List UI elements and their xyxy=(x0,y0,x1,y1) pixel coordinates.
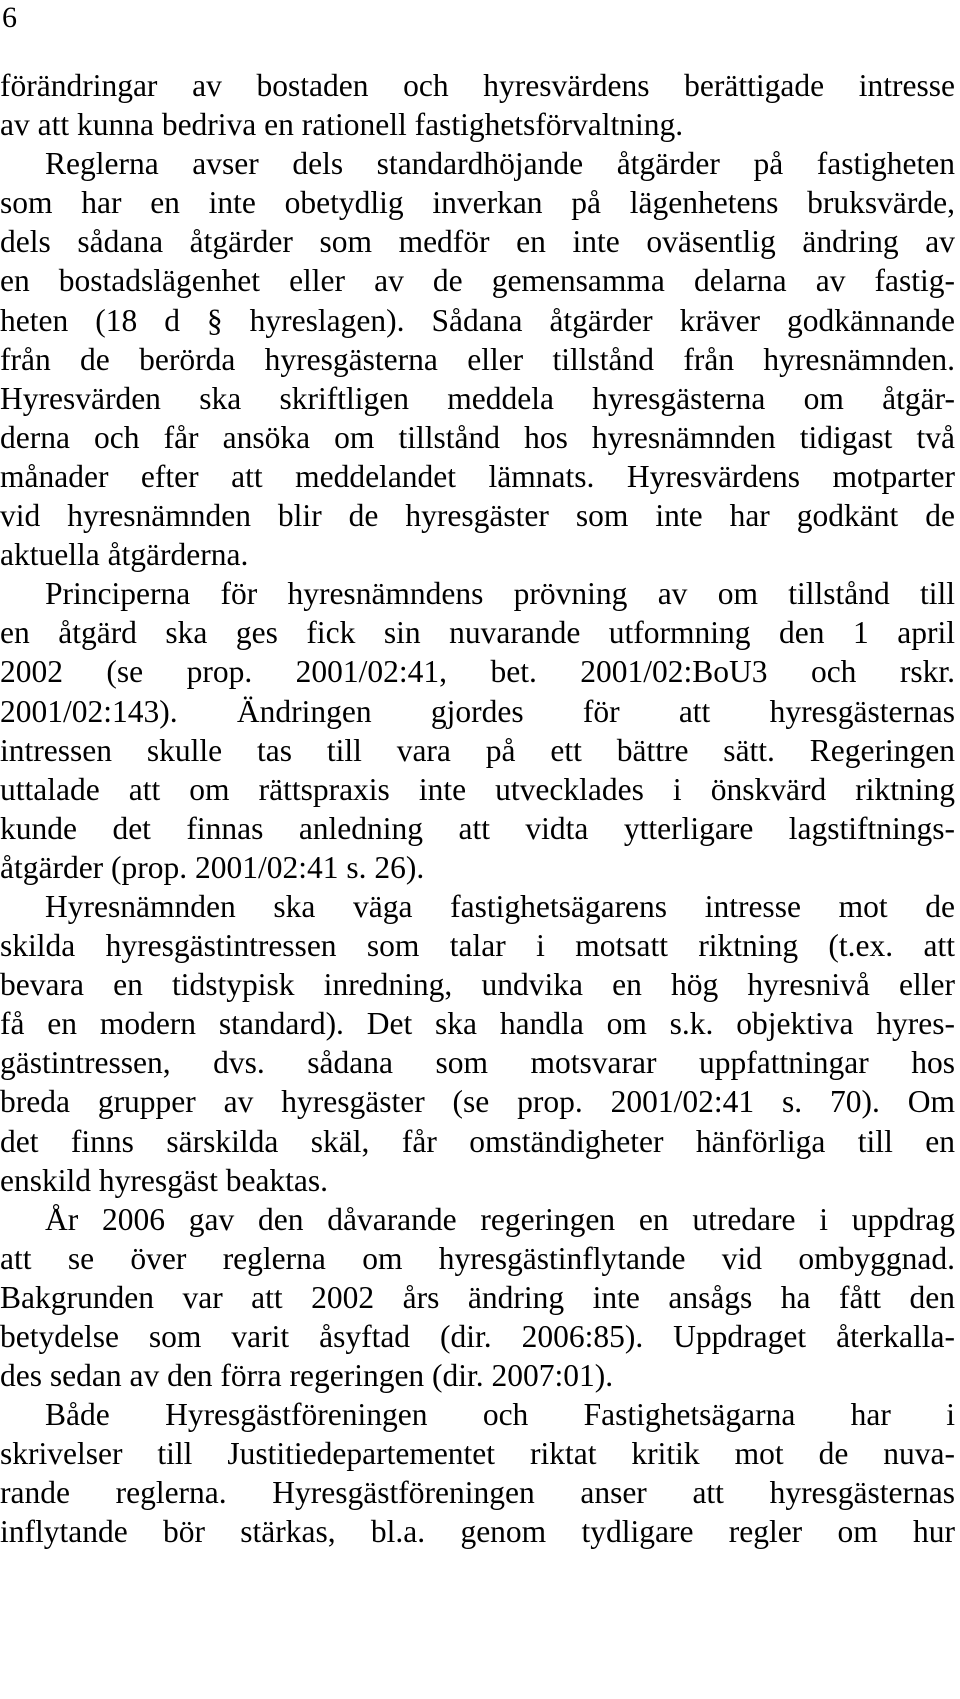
text-line: Reglerna avser dels standardhöjande åtgärder på fastigheten xyxy=(45,146,955,182)
text-line: betydelse som varit åsyftad (dir. 2006:85). Uppdraget återkalla- xyxy=(0,1319,955,1354)
text-line: Hyresvärden ska skriftligen meddela hyresgästerna om åtgär- xyxy=(0,380,955,416)
text-line: enskild hyresgäst beaktas. xyxy=(0,1162,329,1198)
text-line: åtgärder (prop. 2001/02:41 s. 26). xyxy=(0,849,425,885)
page-number: 6 xyxy=(2,1,17,34)
text-line: som har en inte obetydlig inverkan på lägenhetens bruksvärde, xyxy=(0,185,955,221)
text-line: 2002 (se prop. 2001/02:41, bet. 2001/02:BoU3 och rskr. xyxy=(0,654,955,690)
text-line: 2001/02:143). Ändringen gjordes för att hyresgästernas xyxy=(0,693,955,729)
text-line: gästintressen, dvs. sådana som motsvarar uppfattningar hos xyxy=(0,1045,955,1081)
text-line: det finns särskilda skäl, får omständigheter hänförliga till en xyxy=(0,1123,955,1159)
text-line: skilda hyresgästintressen som talar i motsatt riktning (t.ex. att xyxy=(0,928,955,964)
text-line: en åtgärd ska ges fick sin nuvarande utformning den 1 april xyxy=(0,615,955,651)
text-line: av att kunna bedriva en rationell fastighetsförvaltning. xyxy=(0,107,684,143)
text-line: förändringar av bostaden och hyresvärdens berättigade intresse xyxy=(0,68,955,103)
text-line: dels sådana åtgärder som medför en inte oväsentlig ändring av xyxy=(0,224,955,260)
text-line: uttalade att om rättspraxis inte utvecklades i önskvärd riktning xyxy=(0,771,955,807)
text-line: År 2006 gav den dåvarande regeringen en utredare i uppdrag xyxy=(45,1201,955,1237)
text-line: skrivelser till Justitiedepartementet riktat kritik mot de nuva- xyxy=(0,1436,955,1472)
text-line: från de berörda hyresgästerna eller tillstånd från hyresnämnden. xyxy=(0,341,955,377)
text-line: att se över reglerna om hyresgästinflytande vid ombyggnad. xyxy=(0,1240,955,1276)
text-line: rande reglerna. Hyresgästföreningen anser att hyresgästernas xyxy=(0,1475,955,1511)
text-line: heten (18 d § hyreslagen). Sådana åtgärder kräver godkännande xyxy=(0,302,955,338)
text-line: breda grupper av hyresgäster (se prop. 2001/02:41 s. 70). Om xyxy=(0,1084,955,1120)
text-line: en bostadslägenhet eller av de gemensamma delarna av fastig- xyxy=(0,263,955,299)
text-line: vid hyresnämnden blir de hyresgäster som inte har godkänt de xyxy=(0,498,955,534)
text-line: aktuella åtgärderna. xyxy=(0,537,249,573)
text-line: inflytande bör stärkas, bl.a. genom tydligare regler om hur xyxy=(0,1514,955,1550)
text-line: Hyresnämnden ska väga fastighetsägarens intresse mot de xyxy=(45,888,955,924)
text-line: derna och får ansöka om tillstånd hos hyresnämnden tidigast två xyxy=(0,419,955,455)
body-text xyxy=(0,66,955,1552)
text-line: intressen skulle tas till vara på ett bättre sätt. Regeringen xyxy=(0,732,955,768)
text-line: Principerna för hyresnämndens prövning av om tillstånd till xyxy=(45,576,955,612)
text-line: kunde det finnas anledning att vidta ytterligare lagstiftnings- xyxy=(0,810,955,846)
text-line: månader efter att meddelandet lämnats. Hyresvärdens motparter xyxy=(0,458,955,494)
text-line: bevara en tidstypisk inredning, undvika en hög hyresnivå eller xyxy=(0,967,955,1003)
text-line: Bakgrunden var att 2002 års ändring inte ansågs ha fått den xyxy=(0,1279,955,1315)
text-line: få en modern standard). Det ska handla om s.k. objektiva hyres- xyxy=(0,1006,955,1042)
text-line: des sedan av den förra regeringen (dir. 2007:01). xyxy=(0,1358,614,1394)
text-line: Både Hyresgästföreningen och Fastighetsägarna har i xyxy=(45,1397,955,1433)
